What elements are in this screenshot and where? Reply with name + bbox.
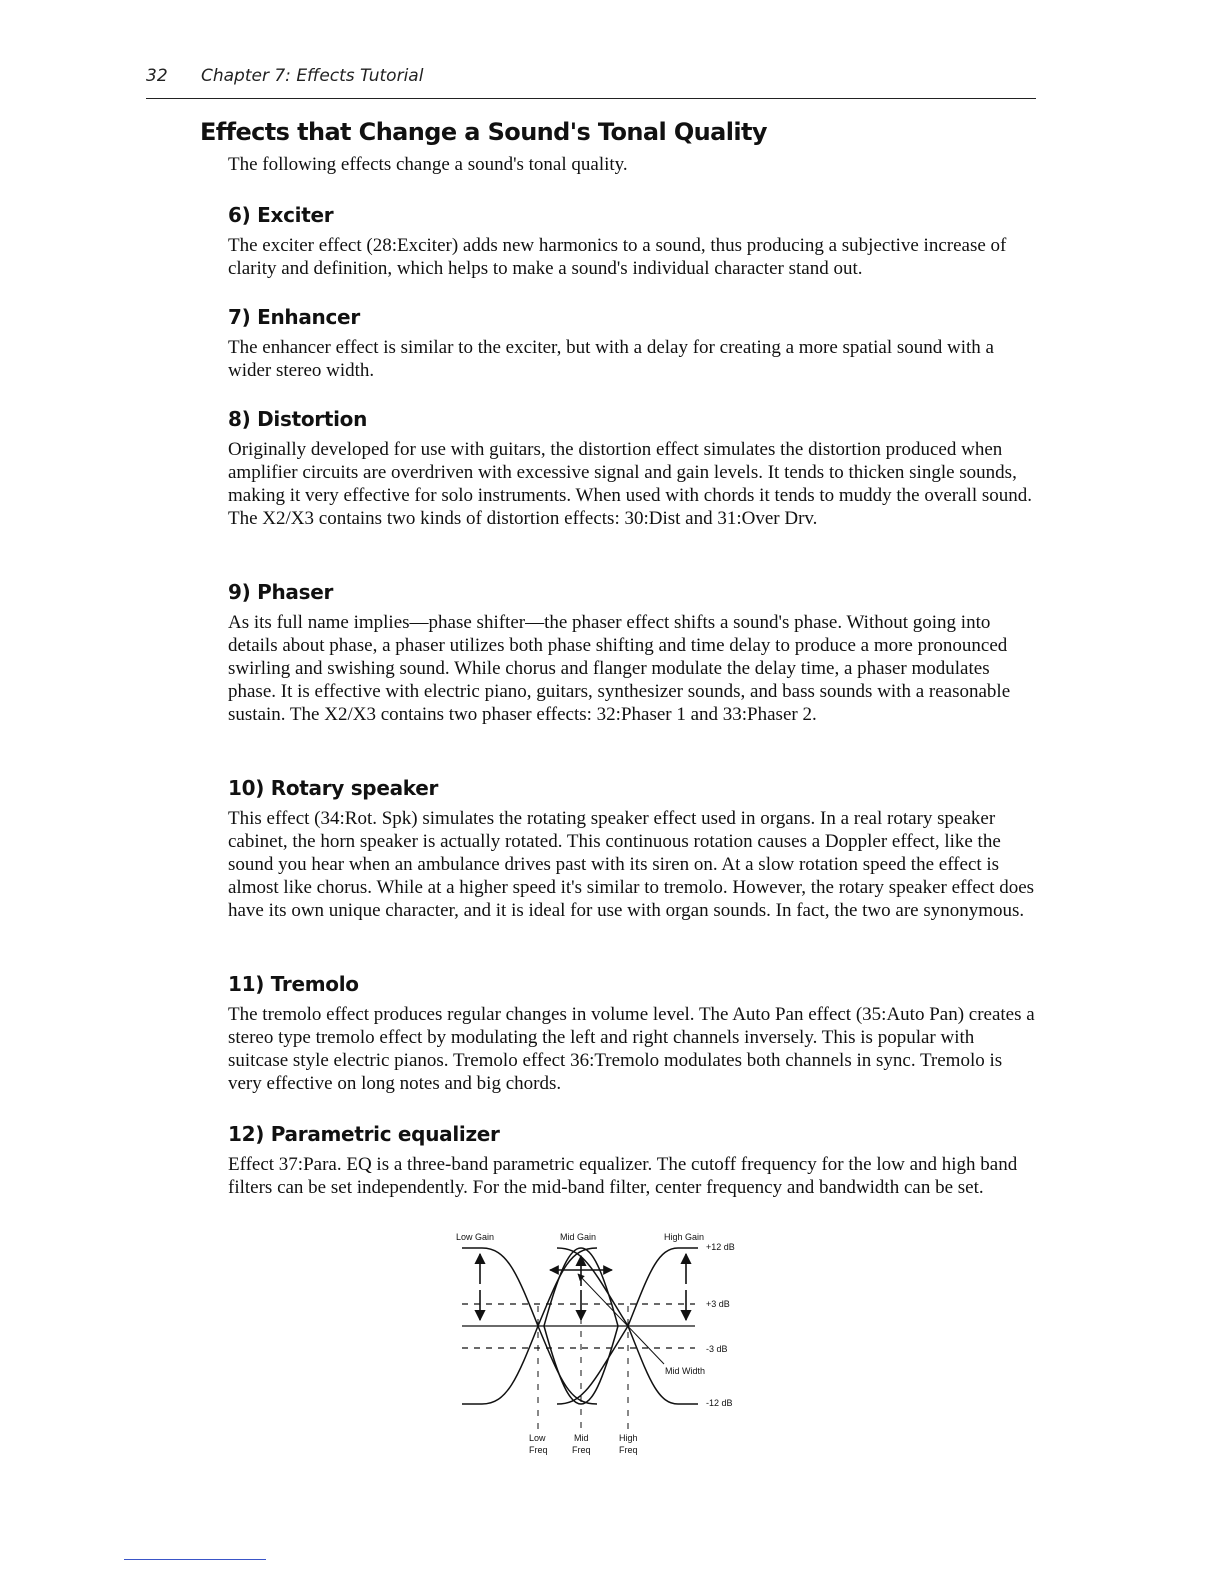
- section-body: As its full name implies—phase shifter—the phaser effect shifts a sound's phase. Without going into details about phase, a phaser utilizes both phase shifting and time delay to produce a more pronounced swirling and swishing sound. While chorus and flanger modulate the delay time, a phaser modulates phase. It is effective with electric piano, guitars, synthesizer sounds, and bass sounds with a reasonable sustain. The X2/X3 contains two phaser effects: 32:Phaser 1 and 33:Phaser 2.: [228, 612, 1011, 725]
- section-heading: 8) Distortion: [228, 407, 368, 431]
- low-freq-label-line2: Freq: [529, 1445, 548, 1455]
- footer-rule: [124, 1559, 266, 1560]
- section-heading: 9) Phaser: [228, 580, 334, 604]
- plus12-db-label: +12 dB: [706, 1242, 735, 1252]
- section-heading: 12) Parametric equalizer: [228, 1122, 500, 1146]
- mid-freq-label-line1: Mid: [574, 1433, 589, 1443]
- section-rotary-speaker: [228, 775, 1038, 922]
- section-body: The exciter effect (28:Exciter) adds new harmonics to a sound, thus producing a subjective increase of clarity and definition, which helps to make a sound's individual character stand out.: [228, 235, 1007, 279]
- section-body: The tremolo effect produces regular changes in volume level. The Auto Pan effect (35:Auto Pan) creates a stereo type tremolo effect by modulating the left and right channels inversely. This is popular with suitcase style electric pianos. Tremolo effect 36:Tremolo modulates both channels in sync. Tremolo is very effective on long notes and big chords.: [228, 1004, 1035, 1094]
- running-header: [146, 62, 1036, 99]
- section-enhancer: [228, 304, 1038, 382]
- eq-diagram: [452, 1228, 752, 1460]
- section-body: This effect (34:Rot. Spk) simulates the rotating speaker effect used in organs. In a real rotary speaker cabinet, the horn speaker is actually rotated. This continuous rotation causes a Doppler effect, like the sound you hear when an ambulance drives past with its siren on. At a slow rotation speed the effect is almost like chorus. While at a higher speed it's similar to tremolo. However, the rotary speaker effect does have its own unique character, and it is ideal for use with organ sounds. In fact, the two are synonymous.: [228, 808, 1035, 921]
- section-heading: 7) Enhancer: [228, 305, 360, 329]
- mid-gain-label: Mid Gain: [560, 1232, 597, 1242]
- minus3-db-label: -3 dB: [706, 1344, 728, 1354]
- mid-dip-curve: [544, 1326, 618, 1404]
- high-freq-label-line1: High: [619, 1433, 638, 1443]
- section-distortion: [228, 406, 1038, 530]
- page-number: 32: [146, 66, 168, 86]
- intro-paragraph: The following effects change a sound's tonal quality.: [228, 154, 628, 175]
- minus12-db-label: -12 dB: [706, 1398, 733, 1408]
- low-freq-label-line1: Low: [529, 1433, 546, 1443]
- section-exciter: [228, 202, 1038, 280]
- plus3-db-label: +3 dB: [706, 1299, 730, 1309]
- mid-freq-label-line2: Freq: [572, 1445, 591, 1455]
- section-parametric-eq: [228, 1121, 1038, 1199]
- section-tremolo: [228, 971, 1038, 1095]
- high-freq-label-line2: Freq: [619, 1445, 638, 1455]
- high-gain-label: High Gain: [664, 1232, 705, 1242]
- section-heading: 11) Tremolo: [228, 972, 359, 996]
- low-gain-label: Low Gain: [456, 1232, 495, 1242]
- section-heading: 10) Rotary speaker: [228, 776, 439, 800]
- eq-diagram-svg: [452, 1228, 752, 1460]
- section-body: The enhancer effect is similar to the exciter, but with a delay for creating a more spatial sound with a wider stereo width.: [228, 337, 994, 381]
- section-body: Originally developed for use with guitars, the distortion effect simulates the distortion produced when amplifier circuits are overdriven with excessive signal and gain levels. It tends to thicken single sounds, making it very effective for solo instruments. When used with chords it tends to muddy the overall sound. The X2/X3 contains two kinds of distortion effects: 30:Dist and 31:Over Drv.: [228, 439, 1033, 529]
- mid-width-leader-line: [578, 1274, 664, 1364]
- section-body: Effect 37:Para. EQ is a three-band parametric equalizer. The cutoff frequency for the low and high band filters can be set independently. For the mid-band filter, center frequency and bandwidth can be set.: [228, 1154, 1018, 1198]
- page-title: Effects that Change a Sound's Tonal Quality: [200, 118, 767, 146]
- section-phaser: [228, 579, 1038, 726]
- chapter-title: Chapter 7: Effects Tutorial: [201, 66, 424, 86]
- section-heading: 6) Exciter: [228, 203, 334, 227]
- mid-width-label: Mid Width: [665, 1366, 706, 1376]
